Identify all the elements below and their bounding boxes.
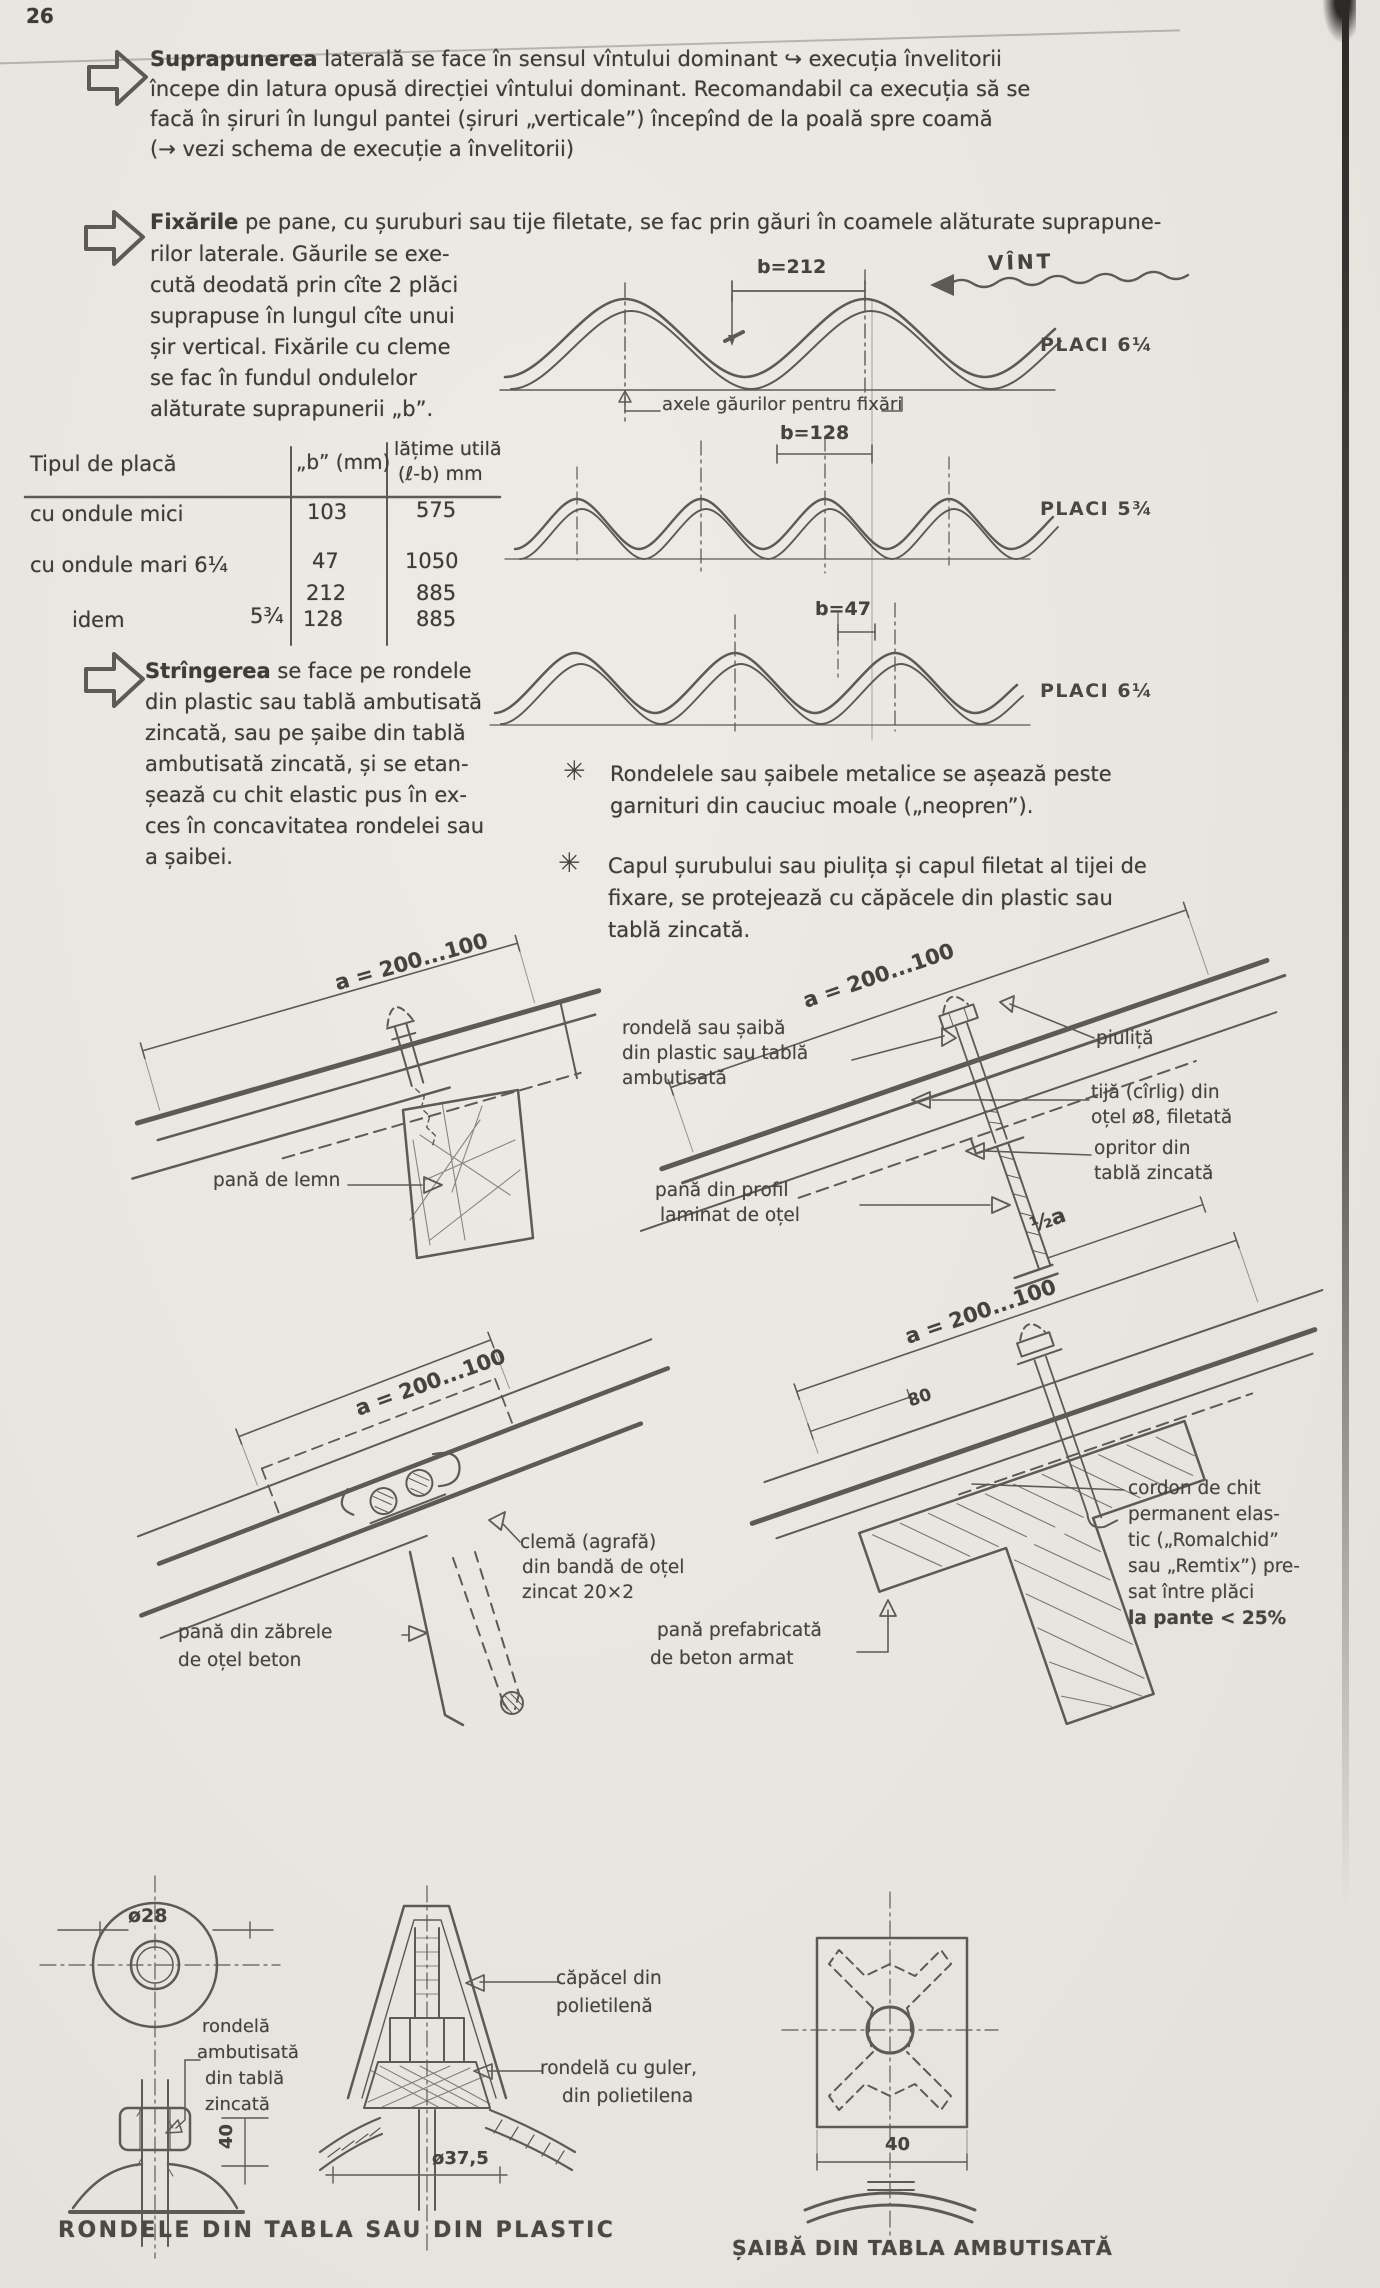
- table-row-2-w2: 885: [416, 581, 457, 605]
- paragraph-3-line-6: ces în concavitatea rondelei sau: [145, 814, 485, 838]
- table-header-b: „b” (mm): [296, 450, 391, 474]
- detail-3-label-clamp-1: clemă (agrafă): [520, 1532, 657, 1553]
- washer-label-1: rondelă: [202, 2016, 270, 2037]
- asterisk-icon: ✳: [563, 756, 586, 787]
- paragraph-1-line-1: Suprapunerea laterală se face în sensul vîntului dominant ↪ execuția învelitorii: [150, 47, 1002, 71]
- cap-label-1: căpăcel din: [556, 1968, 662, 1989]
- table-row-3-b: 128: [303, 607, 344, 631]
- square-washer-dim-40: 40: [885, 2134, 911, 2155]
- table-row-1-w: 575: [416, 498, 457, 522]
- table-row-2-name: cu ondule mari 6¼: [30, 553, 228, 577]
- washer-dia-28: ø28: [128, 1905, 168, 1927]
- detail-3-label-clamp-2: din bandă de oțel: [522, 1557, 685, 1578]
- detail-2-label-nut: piuliță: [1096, 1028, 1154, 1049]
- paragraph-3-line-1: Strîngerea se face pe rondele: [145, 659, 472, 683]
- cap-dia-375: ø37,5: [432, 2148, 489, 2169]
- paragraph-2-line-5: șir vertical. Fixările cu cleme: [150, 335, 451, 359]
- paragraph-3-line-3: zincată, sau pe șaibe din tablă: [145, 721, 466, 745]
- washer-label-2: ambutisată: [197, 2042, 299, 2063]
- bullet-arrow-icon: [86, 48, 150, 108]
- note-2-line-1: Capul șurubului sau piulița și capul filetat al tijei de: [608, 854, 1147, 878]
- asterisk-icon: ✳: [558, 848, 581, 879]
- detail-4-dim-a: a = 200...100: [902, 1274, 1060, 1349]
- table-row-3-name: idem: [72, 608, 125, 632]
- collar-washer-label-1: rondelă cu guler,: [540, 2058, 697, 2079]
- square-washer-sketch: [780, 1880, 1100, 2280]
- paragraph-2-line-7: alăturate suprapunerii „b”.: [150, 397, 434, 421]
- detail-1-label-wood-purlin: pană de lemn: [213, 1170, 341, 1191]
- page-number: 26: [26, 4, 54, 28]
- table-header-width-1: lățime utilă: [394, 438, 502, 460]
- detail-3-dim-a: a = 200...100: [352, 1343, 509, 1421]
- detail-2-label-stop-2: tablă zincată: [1094, 1163, 1214, 1184]
- table-row-2-w1: 1050: [405, 549, 459, 573]
- paragraph-3-line-7: a șaibei.: [145, 845, 233, 869]
- detail-3-label-clamp-3: zincat 20×2: [522, 1582, 635, 1603]
- table-header-width-2: (ℓ-b) mm: [398, 463, 483, 485]
- table-row-2-b1: 47: [312, 549, 339, 573]
- detail-2-label-purlin-2: laminat de oțel: [660, 1205, 800, 1226]
- detail-1-sketch: [120, 940, 640, 1280]
- wave-label-placi-2: PLACI 5¾: [1040, 498, 1154, 520]
- detail-2-dim-a: a = 200...100: [800, 938, 958, 1013]
- paragraph-2-line-6: se fac în fundul ondulelor: [150, 366, 417, 390]
- note-1-line-1: Rondelele sau șaibele metalice se așează peste: [610, 762, 1112, 786]
- detail-2-label-stop-1: opritor din: [1094, 1138, 1191, 1159]
- bullet-arrow-icon: [83, 650, 147, 710]
- table-row-3-w: 885: [416, 607, 457, 631]
- detail-4-label-sealant-6: la pante < 25%: [1128, 1608, 1287, 1629]
- wave-label-placi-3: PLACI 6¼: [1040, 680, 1154, 702]
- detail-2-label-purlin-1: pană din profil: [655, 1180, 789, 1201]
- note-1-line-2: garnituri din cauciuc moale („neopren”).: [610, 794, 1034, 818]
- detail-4-label-sealant-5: sat între plăci: [1128, 1582, 1255, 1603]
- detail-2-label-rod-1: tijă (cîrlig) din: [1091, 1082, 1220, 1103]
- detail-2-label-washer-1: rondelă sau șaibă: [622, 1018, 786, 1039]
- wave-label-placi-1: PLACI 6¼: [1040, 334, 1154, 356]
- paragraph-2-line-2: rilor laterale. Găurile se exe-: [150, 242, 450, 266]
- detail-2-label-washer-3: ambutisată: [622, 1068, 727, 1089]
- table-row-3-size: 5¾: [250, 604, 284, 628]
- paragraph-2-line-3: cută deodată prin cîte 2 plăci: [150, 273, 459, 297]
- paragraph-2-line-4: suprapuse în lungul cîte unui: [150, 304, 455, 328]
- detail-3-label-purlin-2: de oțel beton: [178, 1650, 302, 1671]
- caption-saiba: ȘAIBĂ DIN TABLA AMBUTISATĂ: [732, 2236, 1113, 2260]
- detail-4-label-sealant-4: sau „Remtix”) pre-: [1128, 1556, 1300, 1577]
- detail-2-label-washer-2: din plastic sau tablă: [622, 1043, 809, 1064]
- washer-plan-section-sketch: [28, 1868, 368, 2268]
- wave-dim-b128: b=128: [780, 422, 850, 444]
- table-header-type: Tipul de placă: [30, 452, 177, 476]
- paragraph-3-line-4: ambutisată zincată, și se etan-: [145, 752, 469, 776]
- paragraph-2-lead: Fixările: [150, 210, 239, 234]
- table-row-1-b: 103: [307, 500, 348, 524]
- paragraph-3-line-2: din plastic sau tablă ambutisată: [145, 690, 482, 714]
- detail-3-label-purlin-1: pană din zăbrele: [178, 1622, 333, 1643]
- paragraph-3-lead: Strîngerea: [145, 659, 271, 683]
- washer-dim-40: 40: [216, 2123, 238, 2150]
- wind-label: VÎNT: [987, 248, 1054, 276]
- wave-dim-b212: b=212: [757, 256, 827, 278]
- note-2-line-3: tablă zincată.: [608, 918, 751, 942]
- table-row-2-b2: 212: [306, 581, 347, 605]
- cap-label-2: polietilenă: [556, 1996, 653, 2017]
- wave-axes-note: axele găurilor pentru fixări: [662, 394, 903, 415]
- note-2-line-2: fixare, se protejează cu căpăcele din plastic sau: [608, 886, 1113, 910]
- paragraph-3-line-5: șează cu chit elastic pus în ex-: [145, 783, 467, 807]
- detail-4-label-sealant-2: permanent elas-: [1128, 1504, 1280, 1525]
- washer-label-4: zincată: [205, 2094, 270, 2115]
- detail-4-label-purlin-2: de beton armat: [650, 1648, 794, 1669]
- detail-2-dim-half-a: ½a: [1027, 1202, 1069, 1238]
- detail-4-label-sealant-1: cordon de chit: [1128, 1478, 1261, 1499]
- paragraph-1-line-2: începe din latura opusă direcției vîntului dominant. Recomandabil ca execuția să se: [150, 77, 1031, 101]
- washer-label-3: din tablă: [205, 2068, 285, 2089]
- wave-dim-b47: b=47: [815, 598, 871, 620]
- paragraph-1-line-3: facă în șiruri în lungul pantei (șiruri „verticale”) începînd de la poală spre coamă: [150, 107, 993, 131]
- detail-4-label-sealant-3: tic („Romalchid”: [1128, 1530, 1279, 1551]
- detail-1-dim-a: a = 200...100: [332, 928, 491, 996]
- wave-diagrams-sketch: [470, 225, 1350, 745]
- collar-washer-label-2: din polietilena: [562, 2086, 694, 2107]
- caption-rondele: RONDELE DIN TABLA SAU DIN PLASTIC: [58, 2218, 616, 2243]
- detail-4-label-purlin-1: pană prefabricată: [657, 1620, 822, 1641]
- paragraph-2-line-1: Fixările pe pane, cu șuruburi sau tije filetate, se fac prin găuri în coamele alăturate suprapune-: [150, 210, 1162, 234]
- table-row-1-name: cu ondule mici: [30, 502, 184, 526]
- detail-2-label-rod-2: oțel ø8, filetată: [1091, 1107, 1233, 1128]
- detail-2-sketch: [600, 950, 1380, 1300]
- bullet-arrow-icon: [83, 208, 147, 268]
- scan-corner-blob: [1322, 0, 1356, 44]
- detail-4-sketch: [720, 1280, 1380, 1760]
- paragraph-1-lead: Suprapunerea: [150, 47, 318, 71]
- paragraph-1-line-4: (→ vezi schema de execuție a învelitorii): [150, 137, 575, 161]
- detail-4-dim-80: 80: [905, 1384, 935, 1412]
